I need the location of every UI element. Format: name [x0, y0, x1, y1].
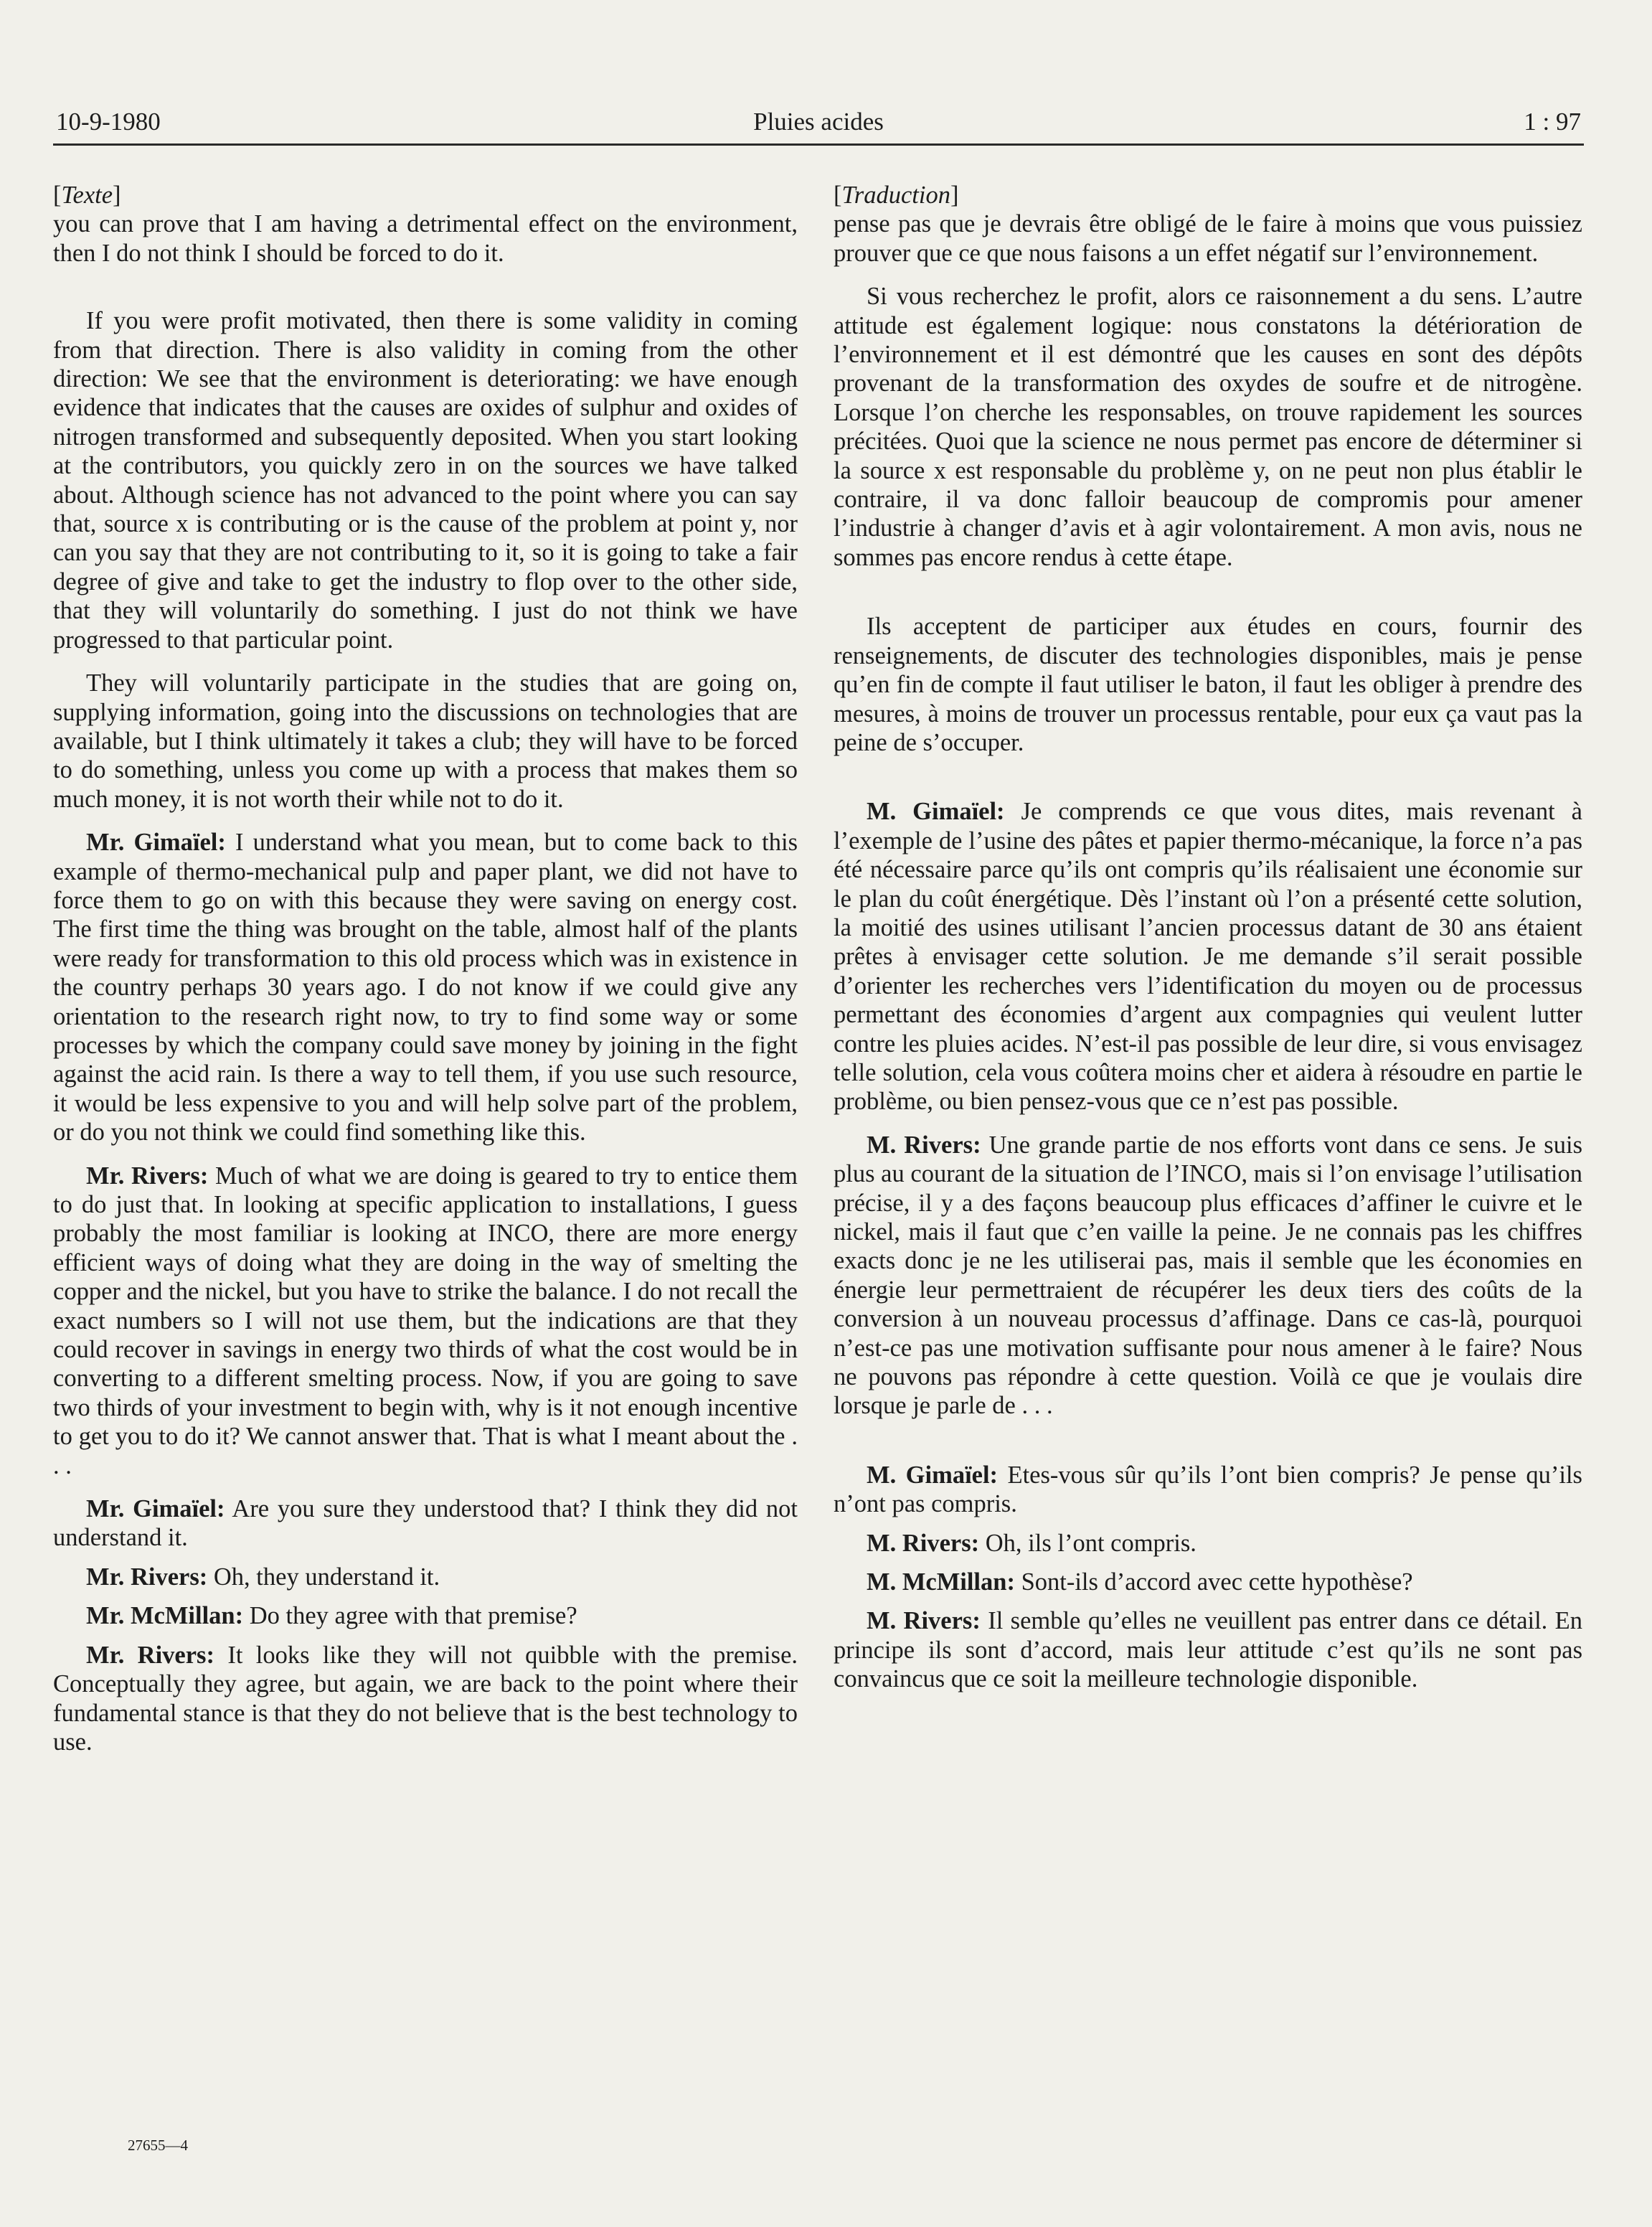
- speech-paragraph: [834, 1529, 1582, 1558]
- speech-paragraph: [53, 1601, 798, 1630]
- speech-paragraph: [834, 1568, 1582, 1596]
- speaker-name: M. Rivers:: [867, 1131, 981, 1159]
- speaker-name: M. Rivers:: [867, 1607, 981, 1635]
- speech-text: Are you sure they understood that? I think they did not understand it.: [53, 1495, 798, 1552]
- column-label: [Traduction]: [834, 182, 959, 209]
- speech-text: Oh, they understand it.: [207, 1563, 440, 1591]
- speaker-name: M. Gimaïel:: [867, 798, 1005, 826]
- paragraph: If you were profit motivated, then there is some validity in coming from that direction. There is also validity in coming from the other direction: We see that the environment is deteriorating: we have enough evidence that indicates that the causes are oxides of sulphur and oxides of nitrogen transformed and subsequently deposited. When you start looking at the contributors, you quickly zero in on the sources we have talked about. Although science has not advanced to the point where you can say that, source x is contributing or is the cause of the problem at point y, nor can you say that they are not contributing to it, so it is going to take a fair degree of give and take to get the industry to flop over to the other side, that they will voluntarily do something. I just do not think we have progressed to that particular point.: [53, 307, 798, 654]
- speech-text: Oh, ils l’ont compris.: [979, 1529, 1196, 1557]
- speaker-name: Mr. Gimaïel:: [86, 829, 226, 857]
- speech-text: Une grande partie de nos efforts vont dans ce sens. Je suis plus au courant de la situation de l’INCO, mais si l’on envisage l’utilisation précise, il y a des façons beaucoup plus efficaces d’affiner le cuivre et le nickel, mais il faut que c’en vaille la peine. Je ne connais pas les chiffres exacts donc je ne les utiliserai pas, mais il semble que les économies en énergie leur permettraient de récupérer les deux tiers des coûts de la conversion à un nouveau processus d’affinage. Dans ce cas-là, pourquoi n’est-ce pas une motivation suffisante pour nous amener à le faire? Nous ne pouvons pas répondre à cette question. Voilà ce que je voulais dire lorsque je parle de . . .: [834, 1131, 1582, 1420]
- page-header: [53, 108, 1584, 146]
- speech-paragraph: [53, 1494, 798, 1553]
- paragraph: you can prove that I am having a detrimental effect on the environment, then I do not think I should be forced to do it.: [53, 210, 798, 267]
- speech-paragraph: [834, 1606, 1582, 1693]
- header-title: Pluies acides: [753, 108, 884, 136]
- speaker-name: M. Rivers:: [867, 1529, 980, 1557]
- speaker-name: M. McMillan:: [867, 1568, 1015, 1596]
- english-column: [53, 181, 798, 1756]
- paragraph: pense pas que je devrais être obligé de le faire à moins que vous puissiez prouver que ce que nous faisons a un effet négatif sur l’environnement.: [834, 210, 1582, 267]
- speech-paragraph: [53, 828, 798, 1147]
- speaker-name: Mr. Rivers:: [86, 1162, 209, 1190]
- speech-paragraph: [53, 1162, 798, 1480]
- speech-text: Il semble qu’elles ne veuillent pas entrer dans ce détail. En principe ils sont d’accord, mais leur attitude c’est qu’ils ne sont pas convaincus que ce soit la meilleure technologie disponible.: [834, 1607, 1582, 1693]
- speaker-name: Mr. Gimaïel:: [86, 1495, 225, 1523]
- speech-paragraph: [53, 1563, 798, 1591]
- speech-paragraph: [53, 1641, 798, 1757]
- speaker-name: Mr. Rivers:: [86, 1641, 214, 1669]
- header-page-number: 1 : 97: [1524, 108, 1581, 136]
- speech-text: I understand what you mean, but to come back to this example of thermo-mechanical pulp and paper plant, we did not have to force them to go on with this because they were saving on energy cost. The first time the thing was brought on the table, almost half of the plants were ready for transformation to this old process which was in existence in the country perhaps 30 years ago. I do not know if we could give any orientation to the research right now, to try to find some way or some processes by which the company could save money by joining in the fight against the acid rain. Is there a way to tell them, if you use such resource, it would be less expensive to you and will help solve part of the problem, or do you not think we could find something like this.: [53, 829, 798, 1147]
- french-column: [834, 181, 1582, 1694]
- footer-code: 27655—4: [128, 2137, 188, 2154]
- paragraph: They will voluntarily participate in the studies that are going on, supplying information, going into the discussions on technologies that are available, but I think ultimately it takes a club; they will have to be forced to do something, unless you come up with a process that makes them so much money, it is not worth their while not to do it.: [53, 669, 798, 813]
- speaker-name: Mr. Rivers:: [86, 1563, 208, 1591]
- speaker-name: Mr. McMillan:: [86, 1602, 244, 1630]
- speech-text: Sont-ils d’accord avec cette hypothèse?: [1014, 1568, 1413, 1596]
- column-label: [Texte]: [53, 182, 121, 209]
- speech-text: Je comprends ce que vous dites, mais revenant à l’exemple de l’usine des pâtes et papier thermo-mécanique, la force n’a pas été nécessaire parce qu’ils ont compris qu’ils réalisaient une économie sur le plan du coût énergétique. Dès l’instant où l’on a présenté cette solution, la moitié des usines utilisant l’ancien processus datant de 30 ans étaient prêtes à envisager cette solution. Je me demande s’il serait possible d’orienter les recherches vers l’identification du moyen ou de processus permettant des économies d’argent aux compagnies qui veulent lutter contre les pluies acides. N’est-il pas possible de leur dire, si vous envisagez telle solution, cela vous coûtera moins cher et aidera à résoudre en partie le problème, ou bien pensez-vous que ce n’est pas possible.: [834, 798, 1582, 1116]
- speech-text: Much of what we are doing is geared to try to entice them to do just that. In looking at specific application to installations, I guess probably the most familiar is looking at INCO, there are more energy efficient ways of doing what they are doing in the way of smelting the copper and the nickel, but you have to strike the balance. I do not recall the exact numbers so I will not use them, but the indications are that they could recover in savings in energy two thirds of what the cost would be in converting to a different smelting process. Now, if you are going to save two thirds of your investment to begin with, why is it not enough incentive to get you to do it? We cannot answer that. That is what I meant about the . . .: [53, 1162, 798, 1479]
- speaker-name: M. Gimaïel:: [867, 1461, 999, 1489]
- paragraph: Si vous recherchez le profit, alors ce raisonnement a du sens. L’autre attitude est également logique: nous constatons la détérioration de l’environnement et il est démontré que les causes en sont des dépôts provenant de la transformation des oxydes de soufre et de nitrogène. Lorsque l’on cherche les responsables, on trouve rapidement les sources précitées. Quoi que la science ne nous permet pas encore de déterminer si la source x est responsable du problème y, on ne peut non plus établir le contraire, il va donc falloir beaucoup de compromis pour amener l’industrie à changer d’avis et à agir volontairement. A mon avis, nous ne sommes pas encore rendus à cette étape.: [834, 283, 1582, 571]
- paragraph: Ils acceptent de participer aux études en cours, fournir des renseignements, de discuter des technologies disponibles, mais je pense qu’en fin de compte il faut utiliser le baton, il faut les obliger à prendre des mesures, à moins de trouver un processus rentable, pour eux ça vaut pas la peine de s’occuper.: [834, 613, 1582, 756]
- header-date: 10-9-1980: [56, 108, 161, 136]
- speech-text: Etes-vous sûr qu’ils l’ont bien compris? Je pense qu’ils n’ont pas compris.: [834, 1461, 1582, 1518]
- speech-paragraph: [834, 1131, 1582, 1421]
- speech-paragraph: [834, 797, 1582, 1116]
- speech-text: It looks like they will not quibble with the premise. Conceptually they agree, but again, we are back to the point where their fundamental stance is that they do not believe that is the best technology to use.: [53, 1641, 798, 1756]
- speech-text: Do they agree with that premise?: [243, 1602, 577, 1630]
- speech-paragraph: [834, 1461, 1582, 1519]
